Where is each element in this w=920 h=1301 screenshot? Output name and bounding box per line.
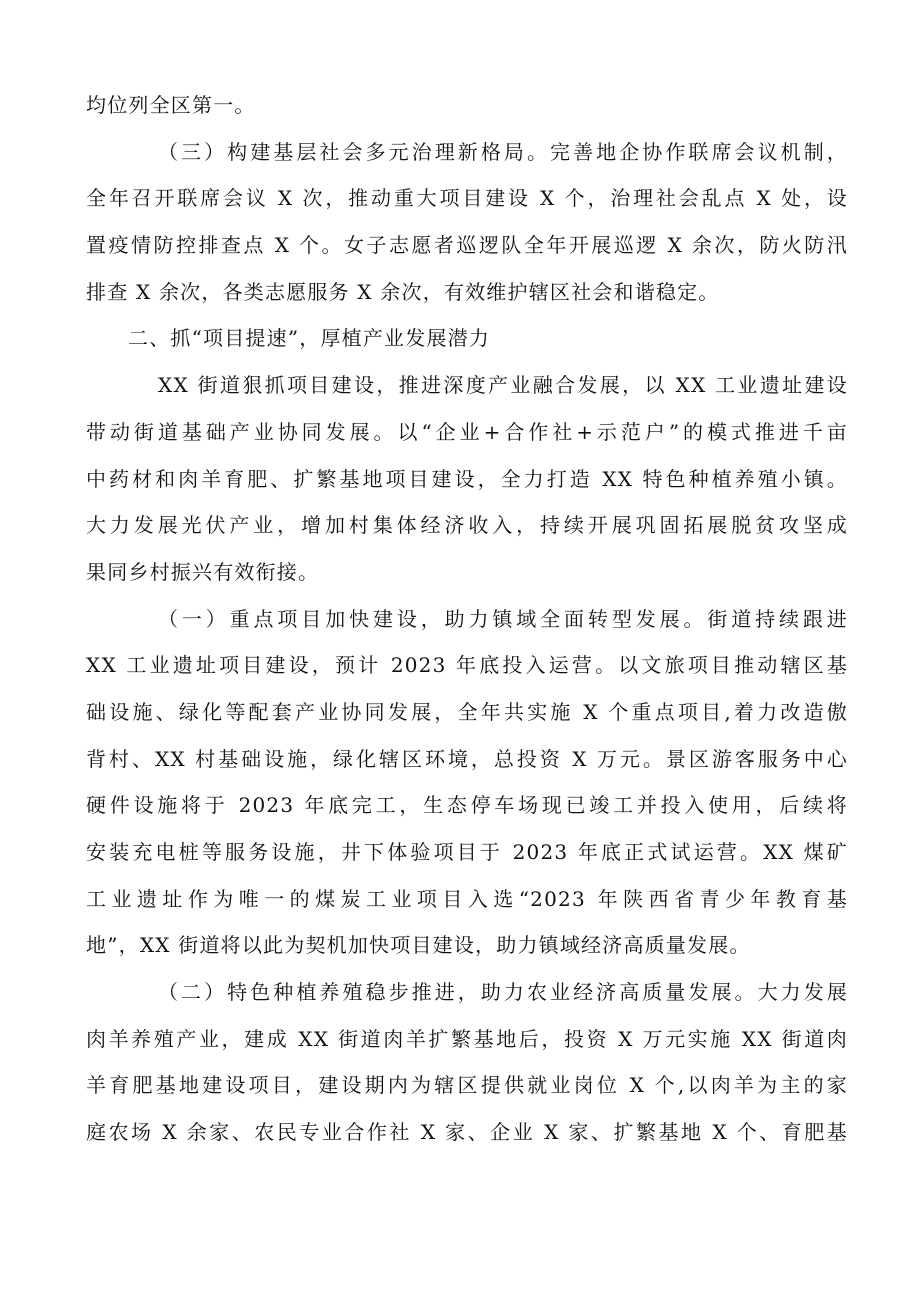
body-text-line: 础设施、绿化等配套产业协同发展，全年共实施 X 个重点项目,着力改造傲 [86, 699, 848, 724]
body-text-line: 中药材和肉羊育肥、扩繁基地项目建设，全力打造 XX 特色种植养殖小镇。 [86, 466, 848, 491]
section-three-heading-line: （三）构建基层社会多元治理新格局。完善地企协作联席会议机制， [158, 139, 848, 164]
body-text-line: 带动街道基础产业协同发展。以“企业+合作社+示范户”的模式推进千亩 [86, 419, 848, 444]
body-text-line: 背村、XX 村基础设施，绿化辖区环境，总投资 X 万元。景区游客服务中心 [86, 746, 848, 771]
body-text-line: XX 工业遗址项目建设，预计 2023 年底投入运营。以文旅项目推动辖区基 [86, 653, 848, 678]
body-text-line: XX 街道狠抓项目建设，推进深度产业融合发展，以 XX 工业遗址建设 [158, 373, 848, 398]
body-text-line: 羊育肥基地建设项目，建设期内为辖区提供就业岗位 X 个,以肉羊为主的家 [86, 1073, 848, 1098]
body-text-line: 大力发展光伏产业，增加村集体经济收入，持续开展巩固拓展脱贫攻坚成 [86, 513, 848, 538]
body-text-line: 排查 X 余次，各类志愿服务 X 余次，有效维护辖区社会和谐稳定。 [86, 279, 720, 304]
paragraph-end-line: 均位列全区第一。 [86, 93, 256, 117]
body-text-line: 工业遗址作为唯一的煤炭工业项目入选“2023 年陕西省青少年教育基 [86, 886, 848, 911]
body-text-line: 庭农场 X 余家、农民专业合作社 X 家、企业 X 家、扩繁基地 X 个、育肥基 [86, 1120, 848, 1145]
body-text-line: 地”，XX 街道将以此为契机加快项目建设，助力镇域经济高质量发展。 [86, 933, 751, 958]
body-text-line: 硬件设施将于 2023 年底完工，生态停车场现已竣工并投入使用，后续将 [86, 793, 848, 818]
body-text-line: 全年召开联席会议 X 次，推动重大项目建设 X 个，治理社会乱点 X 处，设 [86, 186, 848, 211]
subsection-one-heading-line: （一）重点项目加快建设，助力镇域全面转型发展。街道持续跟进 [158, 606, 848, 631]
body-text-line: 安装充电桩等服务设施，井下体验项目于 2023 年底正式试运营。XX 煤矿 [86, 840, 848, 864]
document-page [86, 82, 848, 1156]
section-two-title: 二、抓“项目提速”，厚植产业发展潜力 [128, 326, 491, 351]
subsection-two-heading-line: （二）特色种植养殖稳步推进，助力农业经济高质量发展。大力发展 [158, 980, 848, 1005]
body-text-line: 肉羊养殖产业，建成 XX 街道肉羊扩繁基地后，投资 X 万元实施 XX 街道肉 [86, 1026, 848, 1051]
body-text-line: 果同乡村振兴有效衔接。 [86, 559, 320, 584]
body-text-line: 置疫情防控排查点 X 个。女子志愿者巡逻队全年开展巡逻 X 余次，防火防汛 [86, 233, 848, 258]
